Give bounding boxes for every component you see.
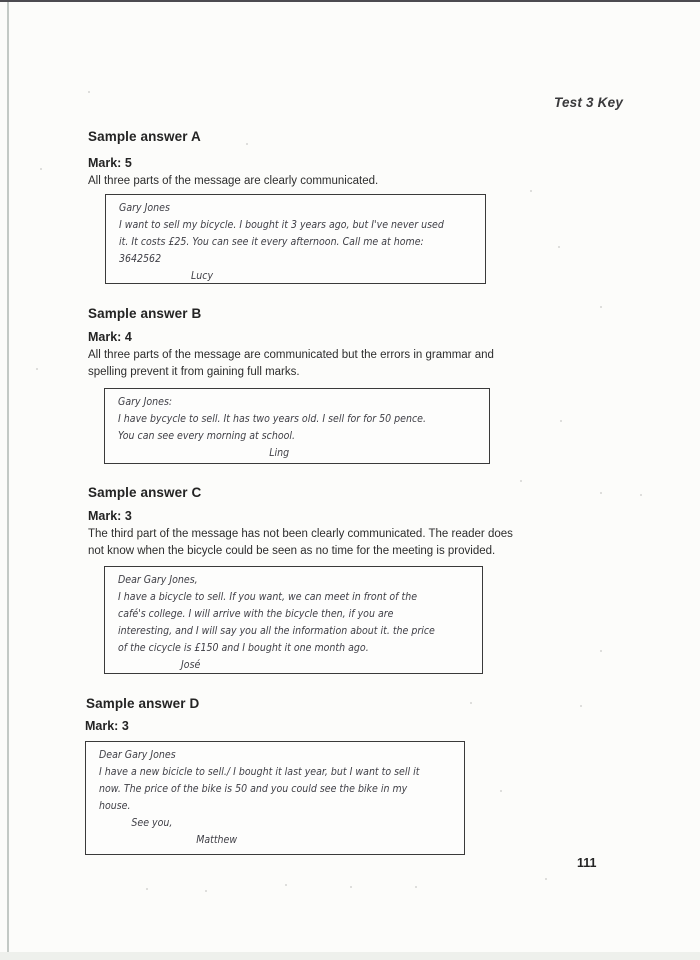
letter-line: I want to sell my bicycle. I bought it 3 years ago, but I've never used (119, 219, 444, 231)
scan-speck (205, 890, 207, 892)
scan-speck (415, 886, 417, 888)
closing-line: See you, (131, 817, 173, 829)
letter-line: You can see every morning at school. (118, 430, 296, 442)
section-heading-b: Sample answer B (88, 306, 202, 321)
letter-line: I have a new bicicle to sell./ I bought it last year, but I want to sell it (99, 766, 420, 778)
letter-line: Gary Jones: (118, 396, 173, 408)
scan-speck (530, 190, 532, 192)
signature-line: Ling (269, 447, 290, 459)
scan-speck (500, 790, 502, 792)
mark-label-b: Mark: 4 (88, 330, 132, 344)
page-number: 111 (577, 856, 597, 870)
scan-speck (36, 368, 38, 370)
letter-line: Gary Jones (119, 202, 170, 214)
scan-speck (520, 480, 522, 482)
scan-speck (600, 492, 602, 494)
letter-line: I have a bicycle to sell. If you want, we can meet in front of the (118, 591, 418, 603)
scan-speck (40, 168, 42, 170)
scan-edge-top (0, 0, 700, 2)
letter-line: I have bycycle to sell. It has two years old. I sell for for 50 pence. (118, 413, 426, 425)
signature-line: Lucy (191, 270, 214, 282)
letter-line: Dear Gary Jones, (118, 574, 198, 586)
letter-line: house. (99, 800, 131, 812)
scan-speck (558, 246, 560, 248)
scan-edge-left (7, 2, 9, 960)
answer-box-b (104, 388, 490, 464)
answer-box-c (104, 566, 483, 674)
running-head: Test 3 Key (554, 95, 624, 110)
scan-speck (470, 702, 472, 704)
signature-line: Matthew (196, 834, 238, 846)
section-heading-c: Sample answer C (88, 485, 202, 500)
comment-line: All three parts of the message are clearly communicated. (88, 175, 379, 187)
scan-edge-bottom (0, 952, 700, 960)
mark-label-d: Mark: 3 (85, 719, 129, 733)
scan-speck (545, 878, 547, 880)
scan-speck (285, 884, 287, 886)
section-heading-d: Sample answer D (86, 696, 200, 711)
letter-line: Dear Gary Jones (99, 749, 176, 761)
answer-box-d (85, 741, 465, 855)
letter-line: 3642562 (119, 253, 162, 265)
letter-line: of the cicycle is £150 and I bought it one month ago. (118, 642, 369, 654)
scan-speck (600, 650, 602, 652)
scan-speck (580, 705, 582, 707)
letter-line: interesting, and I will say you all the information about it. the price (118, 625, 435, 637)
section-heading-a: Sample answer A (88, 129, 201, 144)
scan-speck (640, 494, 642, 496)
scan-speck (88, 91, 90, 93)
scan-speck (146, 888, 148, 890)
letter-line: café's college. I will arrive with the bicycle then, if you are (118, 608, 394, 620)
comment-line: The third part of the message has not been clearly communicated. The reader does (88, 528, 513, 540)
scan-speck (246, 143, 248, 145)
examiner-comment-c (88, 526, 513, 560)
letter-line: now. The price of the bike is 50 and you could see the bike in my (99, 783, 408, 795)
answer-box-a (105, 194, 486, 284)
mark-label-c: Mark: 3 (88, 509, 132, 523)
examiner-comment-a (88, 173, 378, 190)
comment-line: not know when the bicycle could be seen as no time for the meeting is provided. (88, 545, 496, 557)
scan-speck (350, 886, 352, 888)
examiner-comment-b (88, 347, 494, 381)
scan-speck (600, 306, 602, 308)
signature-line: José (181, 659, 201, 671)
scan-speck (560, 420, 562, 422)
letter-line: it. It costs £25. You can see it every afternoon. Call me at home: (119, 236, 424, 248)
mark-label-a: Mark: 5 (88, 156, 132, 170)
comment-line: All three parts of the message are communicated but the errors in grammar and (88, 349, 494, 361)
comment-line: spelling prevent it from gaining full marks. (88, 366, 300, 378)
